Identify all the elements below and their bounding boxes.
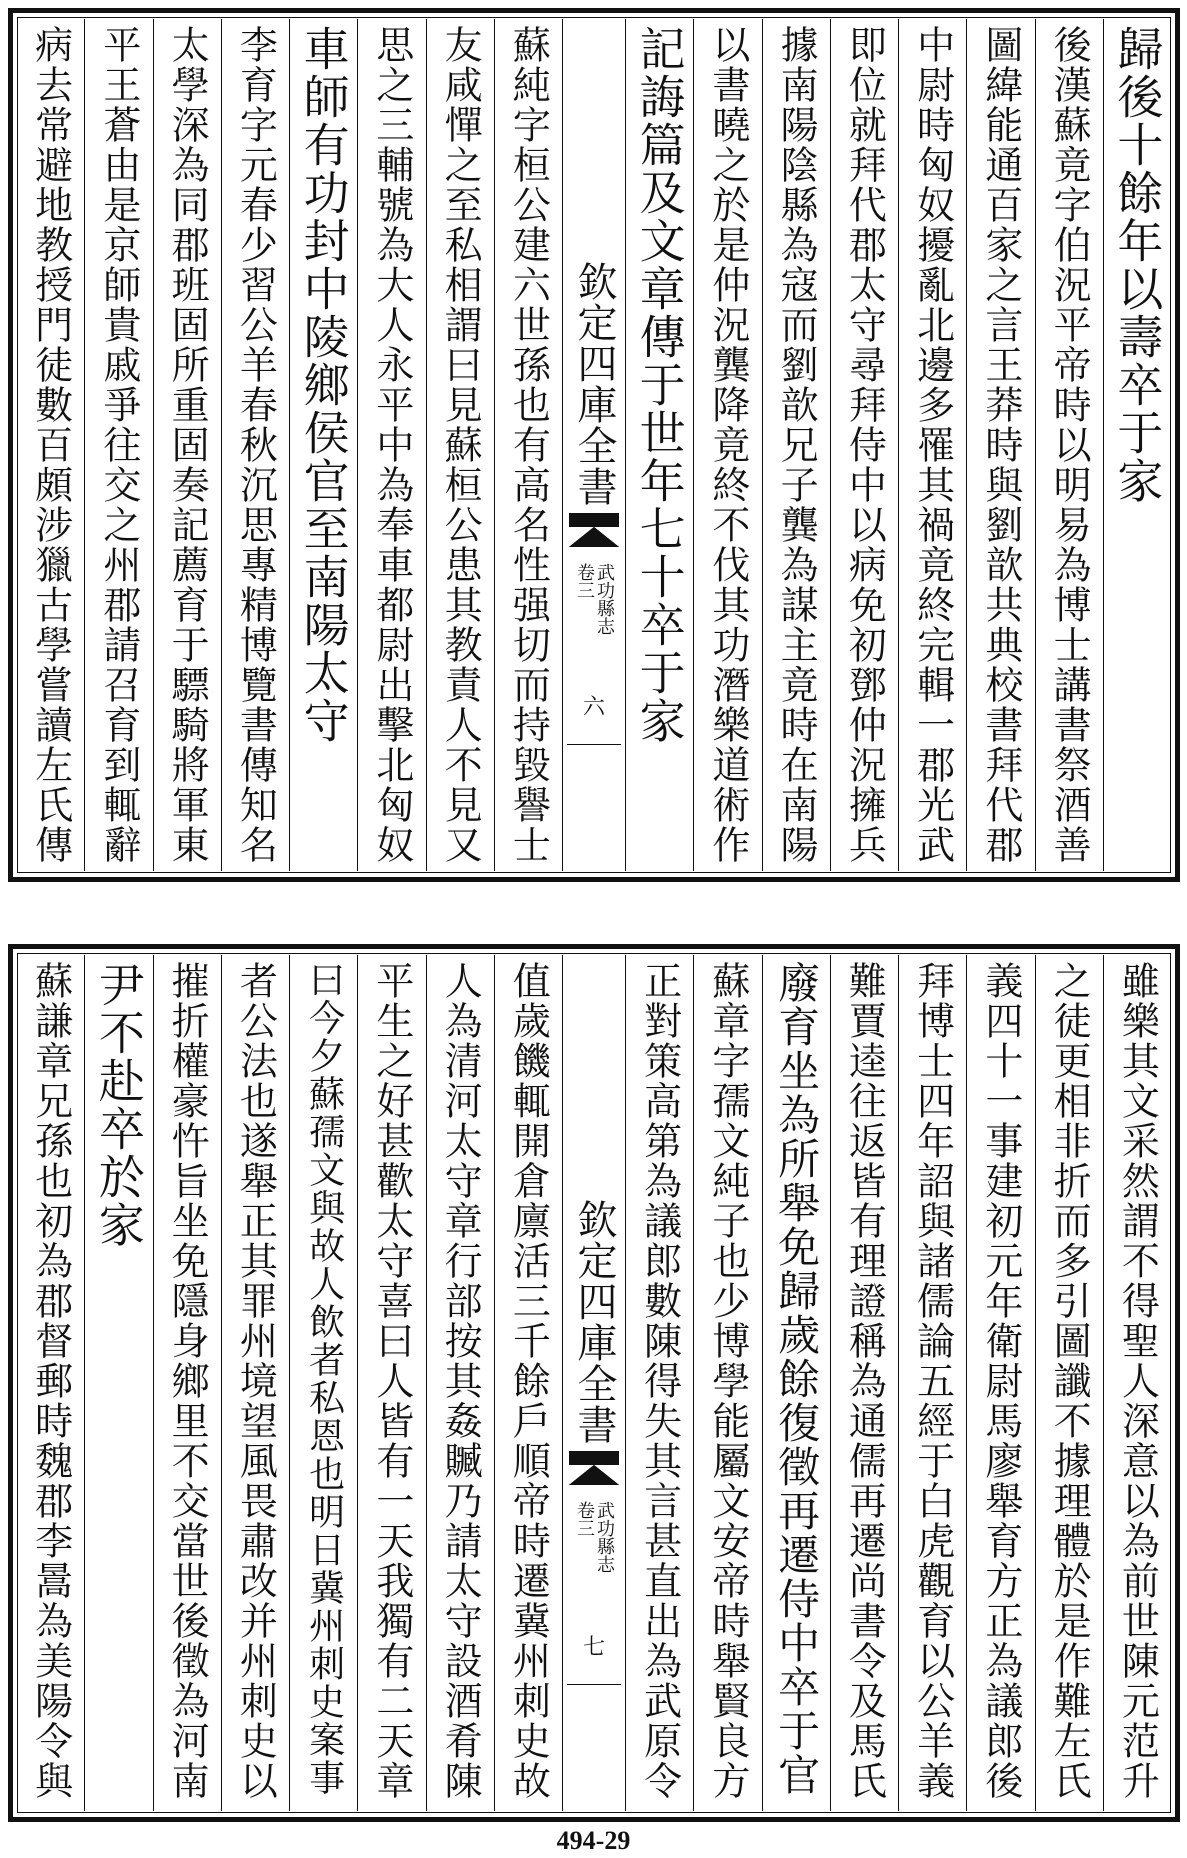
text-column: 後漢蘇竟字伯況平帝時以明易為博士講書祭酒善 [1035, 19, 1103, 871]
text-column: 蘇謙章兄孫也初為郡督郵時魏郡李暠為美陽令與 [28, 961, 73, 1801]
text-column: 者公法也遂舉正其罪州境望風畏肅改并州刺史以 [221, 955, 289, 1811]
center-fold-column [562, 19, 625, 871]
text-column: 人為清河太守章行部按其姦贓乃請太守設酒肴陳 [426, 955, 494, 1811]
volume-number: 卷三 [574, 563, 595, 599]
text-column: 即位就拜代郡太守尋拜侍中以病免初鄧仲況擁兵 [830, 19, 898, 871]
text-column: 尹不赴卒於家 [84, 955, 152, 1811]
page-number-rule [567, 744, 621, 745]
text-column: 義四十一事建初元年衛尉馬廖舉育方正為議郎後 [966, 955, 1034, 1811]
text-column: 記誨篇及文章傳于世年七十卒于家 [625, 19, 693, 871]
scan-page-number: 494-29 [556, 1826, 631, 1855]
text-column: 以書曉之於是仲況龔降竟終不伐其功潛樂道術作 [693, 19, 761, 871]
county-gazetteer-label: 武功縣志 [594, 1501, 615, 1573]
book-title: 欽定四庫全書 [571, 1199, 617, 1445]
text-column: 據南陽陰縣為寇而劉歆兄子龔為謀主竟時在南陽 [762, 19, 830, 871]
text-column: 友咸憚之至私相謂曰見蘇桓公患其教責人不見又 [426, 19, 494, 871]
text-column: 蘇章字孺文純子也少博學能屬文安帝時舉賢良方 [693, 955, 761, 1811]
text-column: 圖緯能通百家之言王莽時與劉歆共典校書拜代郡 [966, 19, 1034, 871]
text-column: 值歲饑輒開倉廪活三千餘戶順帝時遷冀州刺史故 [494, 955, 562, 1811]
text-column: 雖樂其文采然謂不得聖人深意以為前世陳元范升 [1103, 955, 1171, 1811]
text-column: 廢育坐為所舉免歸歲餘復徵再遷侍中卒于官 [762, 955, 830, 1811]
text-column: 拜博士四年詔與諸儒論五經于白虎觀育以公羊義 [898, 955, 966, 1811]
fishtail-mark-icon [569, 1451, 619, 1485]
page-number-rule [567, 1684, 621, 1685]
bottom-page [8, 944, 1180, 1822]
text-column: 車師有功封中陵鄉侯官至南陽太守 [289, 19, 357, 871]
text-column: 蘇純字桓公建六世孫也有高名性强切而持毀譽士 [494, 19, 562, 871]
text-column: 正對策高第為議郎數陳得失其言甚直出為武原令 [625, 955, 693, 1811]
text-column: 太學深為同郡班固所重固奏記薦育于驃騎將軍東 [153, 19, 221, 871]
text-column: 病去常避地教授門徒數百頗涉獵古學嘗讀左氏傳 [28, 25, 73, 865]
volume-label [575, 1501, 613, 1573]
leaf-number: 七 [582, 1635, 606, 1660]
top-page [8, 8, 1180, 882]
volume-label [575, 563, 613, 635]
text-column: 難賈逵往返皆有理證稱為通儒再遷尚書令及馬氏 [830, 955, 898, 1811]
text-column: 思之三輔號為大人永平中為奉車都尉出擊北匈奴 [357, 19, 425, 871]
text-column: 李育字元春少習公羊春秋沉思專精博覽書傳知名 [221, 19, 289, 871]
center-fold-column [562, 955, 625, 1811]
text-column: 平生之好甚歡太守喜曰人皆有一天我獨有二天章 [357, 955, 425, 1811]
fishtail-mark-icon [569, 513, 619, 547]
county-gazetteer-label: 武功縣志 [594, 563, 615, 635]
top-columns [17, 19, 1171, 871]
text-column: 摧折權豪忤旨坐免隱身鄉里不交當世後徵為河南 [153, 955, 221, 1811]
text-column: 中尉時匈奴擾亂北邊多罹其禍竟終完輯一郡光武 [898, 19, 966, 871]
text-column: 平王蒼由是京師貴戚爭往交之州郡請召育到輒辭 [84, 19, 152, 871]
text-column: 之徒更相非折而多引圖讖不據理體於是作難左氏 [1035, 955, 1103, 1811]
leaf-number: 六 [582, 695, 606, 720]
bottom-columns [17, 955, 1171, 1811]
volume-number: 卷三 [574, 1501, 595, 1537]
text-column: 歸後十餘年以壽卒于家 [1103, 19, 1171, 871]
book-title: 欽定四庫全書 [571, 261, 617, 507]
text-column: 曰今夕蘇孺文與故人飲者私恩也明日冀州刺史案事 [289, 955, 357, 1811]
